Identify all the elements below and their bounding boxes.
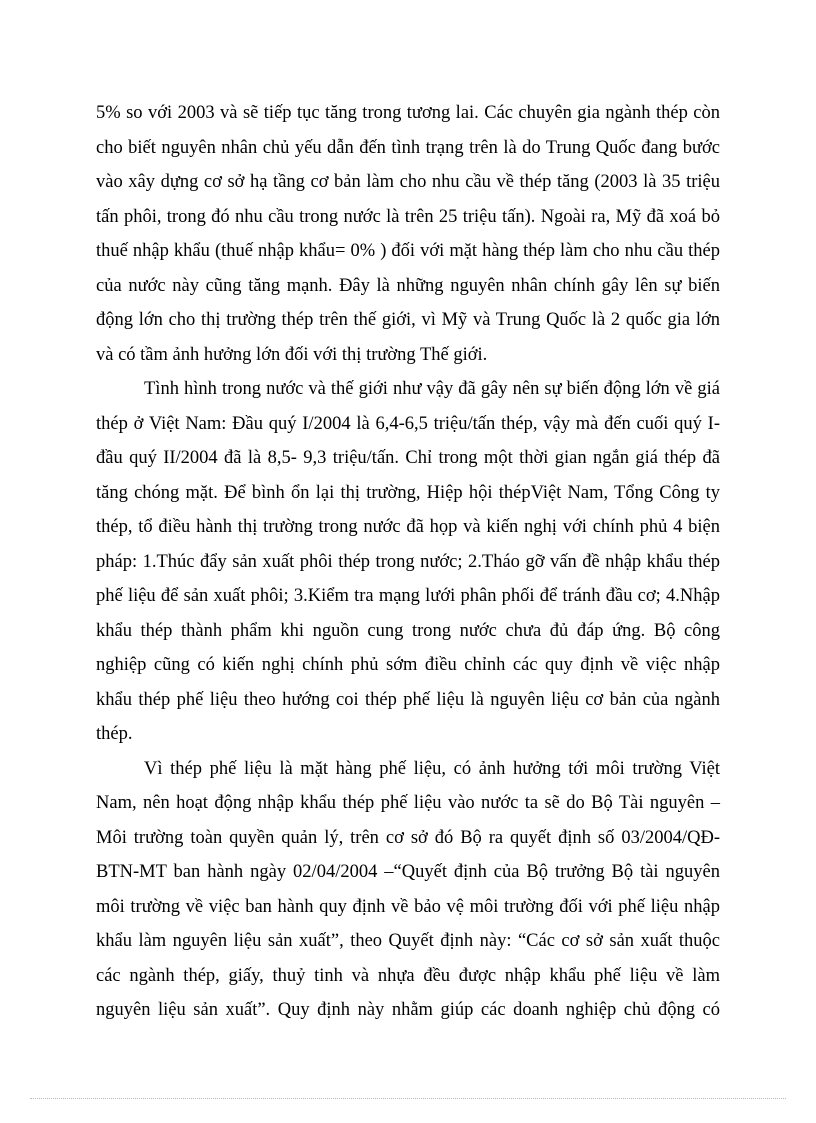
- text-line: tấn phôi, trong đó nhu cầu trong nước là trên 25 triệu tấn). Ngoài ra, Mỹ đã xoá bỏ: [96, 206, 720, 227]
- text-line: thuế nhập khẩu (thuế nhập khẩu= 0% ) đối với mặt hàng thép làm cho nhu cầu thép: [96, 241, 720, 261]
- paragraph-1: [96, 96, 720, 372]
- text-line: động lớn cho thị trường thép trên thế giới, vì Mỹ và Trung Quốc là 2 quốc gia lớn: [96, 310, 720, 330]
- text-line: và có tầm ảnh hưởng lớn đối với thị trường Thế giới.: [96, 344, 488, 365]
- text-line: Vì thép phế liệu là mặt hàng phế liệu, có ảnh hưởng tới môi trường Việt: [144, 758, 720, 779]
- text-line: 5% so với 2003 và sẽ tiếp tục tăng trong tương lai. Các chuyên gia ngành thép còn: [96, 103, 720, 123]
- text-line: thép.: [96, 724, 133, 744]
- text-line: khẩu làm nguyên liệu sản xuất”, theo Quyết định này: “Các cơ sở sản xuất thuộc: [96, 931, 720, 951]
- text-line: của nước này cũng tăng mạnh. Đây là những nguyên nhân chính gây lên sự biến: [96, 275, 720, 296]
- text-line: Nam, nên hoạt động nhập khẩu thép phế liệu vào nước ta sẽ do Bộ Tài nguyên –: [96, 793, 720, 813]
- text-line: pháp: 1.Thúc đẩy sản xuất phôi thép trong nước; 2.Tháo gỡ vấn đề nhập khẩu thép: [96, 551, 720, 572]
- text-line: khẩu thép phế liệu theo hướng coi thép phế liệu là nguyên liệu cơ bản của ngành: [96, 689, 720, 710]
- text-line: vào xây dựng cơ sở hạ tầng cơ bản làm cho nhu cầu về thép tăng (2003 là 35 triệu: [96, 172, 720, 192]
- text-line: phế liệu để sản xuất phôi; 3.Kiểm tra mạng lưới phân phối để tránh đầu cơ; 4.Nhập: [96, 586, 720, 606]
- page-bottom-rule: [30, 1098, 786, 1099]
- text-line: cho biết nguyên nhân chủ yếu dẫn đến tình trạng trên là do Trung Quốc đang bước: [96, 137, 720, 158]
- document-page: [96, 96, 720, 1028]
- text-line: nghiệp cũng có kiến nghị chính phủ sớm điều chỉnh các quy định về việc nhập: [96, 655, 720, 675]
- paragraph-3: [96, 752, 720, 1028]
- text-line: BTN-MT ban hành ngày 02/04/2004 –“Quyết định của Bộ trưởng Bộ tài nguyên: [96, 862, 720, 882]
- text-line: Môi trường toàn quyền quản lý, trên cơ sở đó Bộ ra quyết định số 03/2004/QĐ-: [96, 827, 720, 848]
- text-line: môi trường về việc ban hành quy định về bảo vệ môi trường đối với phế liệu nhập: [96, 896, 720, 917]
- text-line: thép, tổ điều hành thị trường trong nước đã họp và kiến nghị với chính phủ 4 biện: [96, 517, 720, 537]
- paragraph-2: [96, 372, 720, 752]
- text-line: đầu quý II/2004 đã là 8,5- 9,3 triệu/tấn. Chỉ trong một thời gian ngắn giá thép đã: [96, 448, 720, 468]
- text-line: các ngành thép, giấy, thuỷ tinh và nhựa đều được nhập khẩu phế liệu về làm: [96, 965, 720, 986]
- text-line: tăng chóng mặt. Để bình ổn lại thị trường, Hiệp hội thépViệt Nam, Tổng Công ty: [96, 482, 720, 503]
- text-line: khẩu thép thành phẩm khi nguồn cung trong nước chưa đủ đáp ứng. Bộ công: [96, 620, 720, 641]
- text-line: nguyên liệu sản xuất”. Quy định này nhằm giúp các doanh nghiệp chủ động có: [96, 1000, 720, 1020]
- text-line: Tình hình trong nước và thế giới như vậy đã gây nên sự biến động lớn về giá: [144, 379, 720, 399]
- text-line: thép ở Việt Nam: Đầu quý I/2004 là 6,4-6,5 triệu/tấn thép, vậy mà đến cuối quý I-: [96, 413, 720, 434]
